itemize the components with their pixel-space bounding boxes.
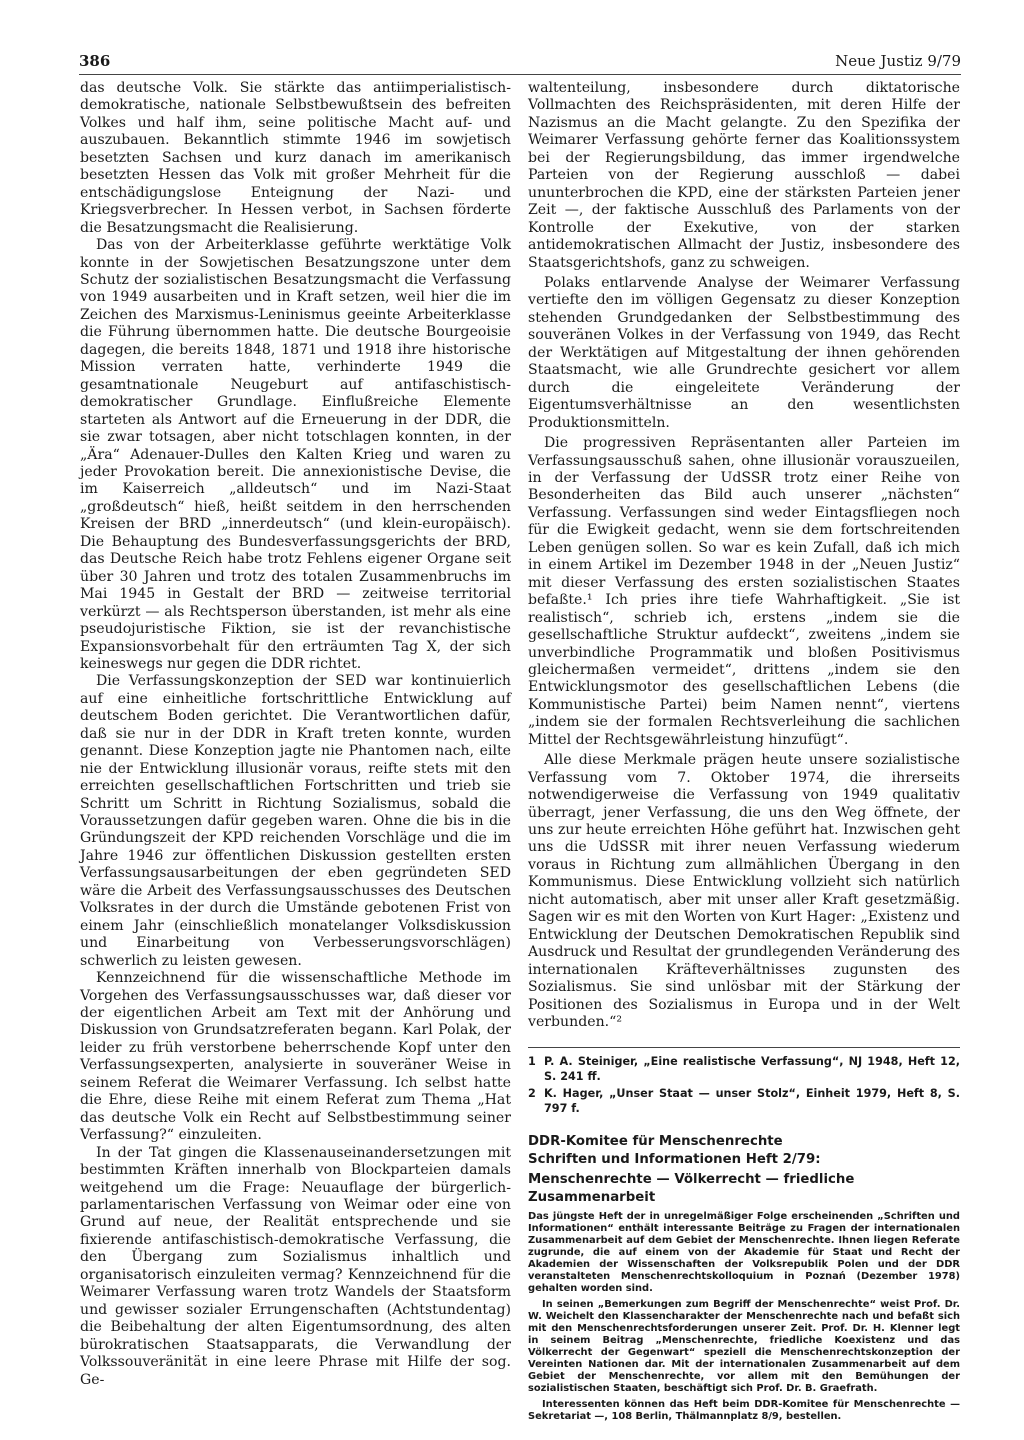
left-column — [80, 80, 511, 1389]
right-column — [528, 80, 960, 1427]
footnote-text: K. Hager, „Unser Staat — unser Stolz“, Einheit 1979, Heft 8, S. 797 f. — [544, 1087, 960, 1116]
paragraph: In der Tat gingen die Klassenauseinandersetzungen mit bestimmten Kräften innerhalb von Blockparteien damals weitgehend um die Frage: Neuauflage der bürgerlich-parlamentarischen Verfassung von Weimar oder eine von Grund auf neue, der Realität entsprechende und sie fixierende antifaschistisch-demokratische Verfassung, die den Übergang zum Sozialismus inhaltlich und organisatorisch einzuleiten vermag? Kennzeichnend für die Weimarer Verfassung waren trotz Wandels der Staatsform und gewisser sozialer Errungenschaften (Achtstundentag) die Beibehaltung der alten Eigentumsordnung, des alten bürokratischen Staatsapparats, die Verwandlung der Volkssouveränität in eine leere Phrase mit Hilfe der sog. Ge- — [80, 1144, 511, 1388]
journal-issue: Neue Justiz 9/79 — [835, 52, 961, 70]
footnote — [528, 1086, 960, 1116]
paragraph: waltenteilung, insbesondere durch diktatorische Vollmachten des Reichspräsidenten, mit deren Hilfe der Nazismus an die Macht gelangte. Zu den Spezifika der Weimarer Verfassung gehörte ferner das Koalitionssystem bei der Regierungsbildung, das immer irgendwelche Parteien von der Regierung ausschloß — dabei ununterbrochen die KPD, eine der stärksten Parteien jener Zeit —, der faktische Ausschluß des Parlaments von der Kontrolle der Exekutive, von der starken antidemokratischen Allmacht der Justiz, insbesondere des Staatsgerichtshofs, ganz zu schweigen. — [528, 80, 960, 271]
page-header — [79, 50, 961, 75]
notice-paragraph: In seinen „Bemerkungen zum Begriff der Menschenrechte“ weist Prof. Dr. W. Weichelt den Klassencharakter der Menschenrechte nach und befaßt sich mit den Menschenrechtsforderungen unserer Zeit. Prof. Dr. H. Klenner legt in seinem Beitrag „Menschenrechte, friedliche Koexistenz und das Völkerrecht der Gegenwart“ speziell die Menschenrechtskonzeption der Vereinten Nationen dar. Mit der internationalen Zusammenarbeit auf dem Gebiet der Menschenrechte, vor allem mit den Bemühungen der sozialistischen Staaten, beschäftigt sich Prof. Dr. B. Graefrath. — [528, 1299, 960, 1395]
paragraph: Die Verfassungskonzeption der SED war kontinuierlich auf eine einheitliche fortschrittliche Entwicklung auf deutschem Boden gerichtet. Die Verantwortlichen dafür, daß sie nur in der DDR in Kraft treten konnte, wurden genannt. Diese Konzeption jagte nie Phantomen nach, eilte nie der Entwicklung illusionär voraus, reifte stets mit den erreichten gesellschaftlichen Fortschritten und trieb sie Schritt um Schritt in Richtung Sozialismus, sobald die Voraussetzungen dafür gegeben waren. Ohne die bis in die Gründungszeit der KPD reichenden Vorschläge und die im Jahre 1946 zur öffentlichen Diskussion gestellten ersten Verfassungsausarbeitungen der eben gegründeten SED wäre die Arbeit des Verfassungsausschusses des Deutschen Volksrates in der durch die Umstände gebotenen Frist von einem Jahr (einschließlich monatelanger Volksdiskussion und Einarbeitung von Verbesserungsvorschlägen) schwerlich zu leisten gewesen. — [80, 673, 511, 969]
notice-paragraph: Das jüngste Heft der in unregelmäßiger Folge erscheinenden „Schriften und Informationen“ enthält interessante Beiträge zu Fragen der internationalen Zusammenarbeit auf dem Gebiet der Menschenrechte. Ihnen liegen Referate zugrunde, die auf einem von der Akademie für Staat und Recht der Akademien der Wissenschaften der Volksrepublik Polen und der DDR veranstalteten Menschenrechtskolloquium in Poznań (Dezember 1978) gehalten worden sind. — [528, 1211, 960, 1295]
paragraph: Die progressiven Repräsentanten aller Parteien im Verfassungsausschuß sahen, ohne illusionär vorauszueilen, in der Verfassung der UdSSR trotz einer Reihe von Besonderheiten das Bild auch unserer „nächsten“ Verfassung. Verfassungen sind weder Eintagsfliegen noch für die Ewigkeit gedacht, wenn sie dem fortschreitenden Leben genügen sollen. So war es kein Zufall, daß ich mich in einem Artikel im Dezember 1948 in der „Neuen Justiz“ mit dieser Verfassung des ersten sozialistischen Staates befaßte.¹ Ich pries ihre tiefe Wahrhaftigkeit. „Sie ist realistisch“, schrieb ich, erstens „indem sie die gesellschaftliche Struktur aufdeckt“, zweitens „indem sie unverbindliche Programmatik und bloßen Positivismus gleichermaßen vermeidet“, drittens „indem sie den Entwicklungsmotor des gesellschaftlichen Lebens (die Kommunistische Partei) beim Namen nennt“, viertens „indem sie der formalen Rechtsverleihung die sachlichen Mittel der Rechtsgewährleistung hinzufügt“. — [528, 435, 960, 748]
notice-title — [528, 1133, 960, 1207]
paragraph: Das von der Arbeiterklasse geführte werktätige Volk konnte in der Sowjetischen Besatzungszone unter dem Schutz der sozialistischen Besatzungsmacht die Verfassung von 1949 ausarbeiten und in Kraft setzen, weil hier die im Zeichen des Marxismus-Leninismus geeinte Arbeiterklasse die Führung übernommen hatte. Die deutsche Bourgeoisie dagegen, die bereits 1848, 1871 und 1918 ihre historische Mission verraten hatte, verhinderte 1949 die gesamtnationale Neugeburt auf antifaschistisch-demokratischer Grundlage. Einflußreiche Elemente starteten als Antwort auf die Erneuerung in der DDR, die sie zwar totsagen, aber nicht totschlagen konnten, in der „Ära“ Adenauer-Dulles den Kalten Krieg und waren zu jeder Provokation bereit. Die annexionistische Devise, die im Kaiserreich „alldeutsch“ und im Nazi-Staat „großdeutsch“ hieß, heißt seitdem in den herrschenden Kreisen der BRD „innerdeutsch“ (und klein-europäisch). Die Behauptung des Bundesverfassungsgerichts der BRD, das Deutsche Reich habe trotz Fehlens eigener Organe seit über 30 Jahren und trotz des totalen Zusammenbruchs im Mai 1945 in Gestalt der BRD — zeitweise territorial verkürzt — als Rechtsperson überstanden, ist mehr als eine pseudojuristische Fiktion, sie ist der revanchistische Expansionsvorbehalt für den erträumten Tag X, der sich keineswegs nur gegen die DDR richtet. — [80, 237, 511, 672]
notice-title-line: Schriften und Informationen Heft 2/79: — [528, 1152, 821, 1168]
notice-paragraph: Interessenten können das Heft beim DDR-Komitee für Menschenrechte — Sekretariat —, 108 Berlin, Thälmannplatz 8/9, bestellen. — [528, 1399, 960, 1423]
notice-subtitle: Menschenrechte — Völkerrecht — friedliche Zusammenarbeit — [528, 1172, 855, 1206]
footnote-text: P. A. Steiniger, „Eine realistische Verfassung“, NJ 1948, Heft 12, S. 241 ff. — [544, 1055, 960, 1084]
paragraph: das deutsche Volk. Sie stärkte das antiimperialistisch-demokratische, nationale Selbstbewußtsein des befreiten Volkes und half ihm, seine politische Macht auf- und auszubauen. Bekanntlich stimmte 1946 im sowjetisch besetzten Sachsen und kurz danach im amerikanisch besetzten Hessen das Volk mit großer Mehrheit für die entschädigungslose Enteignung der Nazi- und Kriegsverbrecher. In Hessen verbot, in Sachsen förderte die Besatzungsmacht die Realisierung. — [80, 80, 511, 236]
footnote — [528, 1054, 960, 1084]
footnote-number: 1 — [528, 1055, 536, 1069]
notice-body — [528, 1211, 960, 1423]
page-number: 386 — [79, 52, 111, 70]
paragraph: Polaks entlarvende Analyse der Weimarer Verfassung vertiefte den im völligen Gegensatz zu dieser Konzeption stehenden Grundgedanken der Selbstbestimmung des souveränen Volkes in der Verfassung von 1949, das Recht der Werktätigen auf Mitgestaltung der ihnen gehörenden Staatsmacht, wie alle Grundrechte gesichert vor allem durch die eingeleitete Veränderung der Eigentumsverhältnisse an den wesentlichsten Produktionsmitteln. — [528, 274, 960, 431]
paragraph: Kennzeichnend für die wissenschaftliche Methode im Vorgehen des Verfassungsausschusses war, daß dieser vor der eigentlichen Arbeit am Text mit der Anhörung und Diskussion von Grundsatzreferaten begann. Karl Polak, der leider zu früh verstorbene beherrschende Kopf unter den Verfassungsexperten, analysierte in souveräner Weise in seinem Referat die Weimarer Verfassung. Ich selbst hatte die Ehre, diese Reihe mit einem Referat zum Thema „Hat das deutsche Volk ein Recht auf Selbstbestimmung seiner Verfassung?“ einzuleiten. — [80, 970, 511, 1144]
footnote-number: 2 — [528, 1087, 536, 1101]
paragraph: Alle diese Merkmale prägen heute unsere sozialistische Verfassung vom 7. Oktober 1974, die ihrerseits notwendigerweise die Verfassung von 1949 qualitativ überragt, jener Verfassung, die uns den Weg öffnete, der uns zur heute erreichten Höhe geführt hat. Inzwischen geht uns die UdSSR mit ihrer neuen Verfassung wiederum voraus in Richtung zum allmählichen Übergang in den Kommunismus. Diese Entwicklung vollzieht sich natürlich nicht automatisch, aber mit unser aller Kraft gesetzmäßig. Sagen wir es mit den Worten von Kurt Hager: „Existenz und Entwicklung der Deutschen Demokratischen Republik sind Ausdruck und Resultat der grundlegenden Veränderung des internationalen Kräfteverhältnisses zugunsten des Sozialismus. Sie sind unlösbar mit der Stärkung der Positionen des Sozialismus in Europa und in der Welt verbunden.“² — [528, 752, 960, 1031]
notice-title-line: DDR-Komitee für Menschenrechte — [528, 1134, 783, 1150]
footnote-divider — [528, 1047, 960, 1048]
